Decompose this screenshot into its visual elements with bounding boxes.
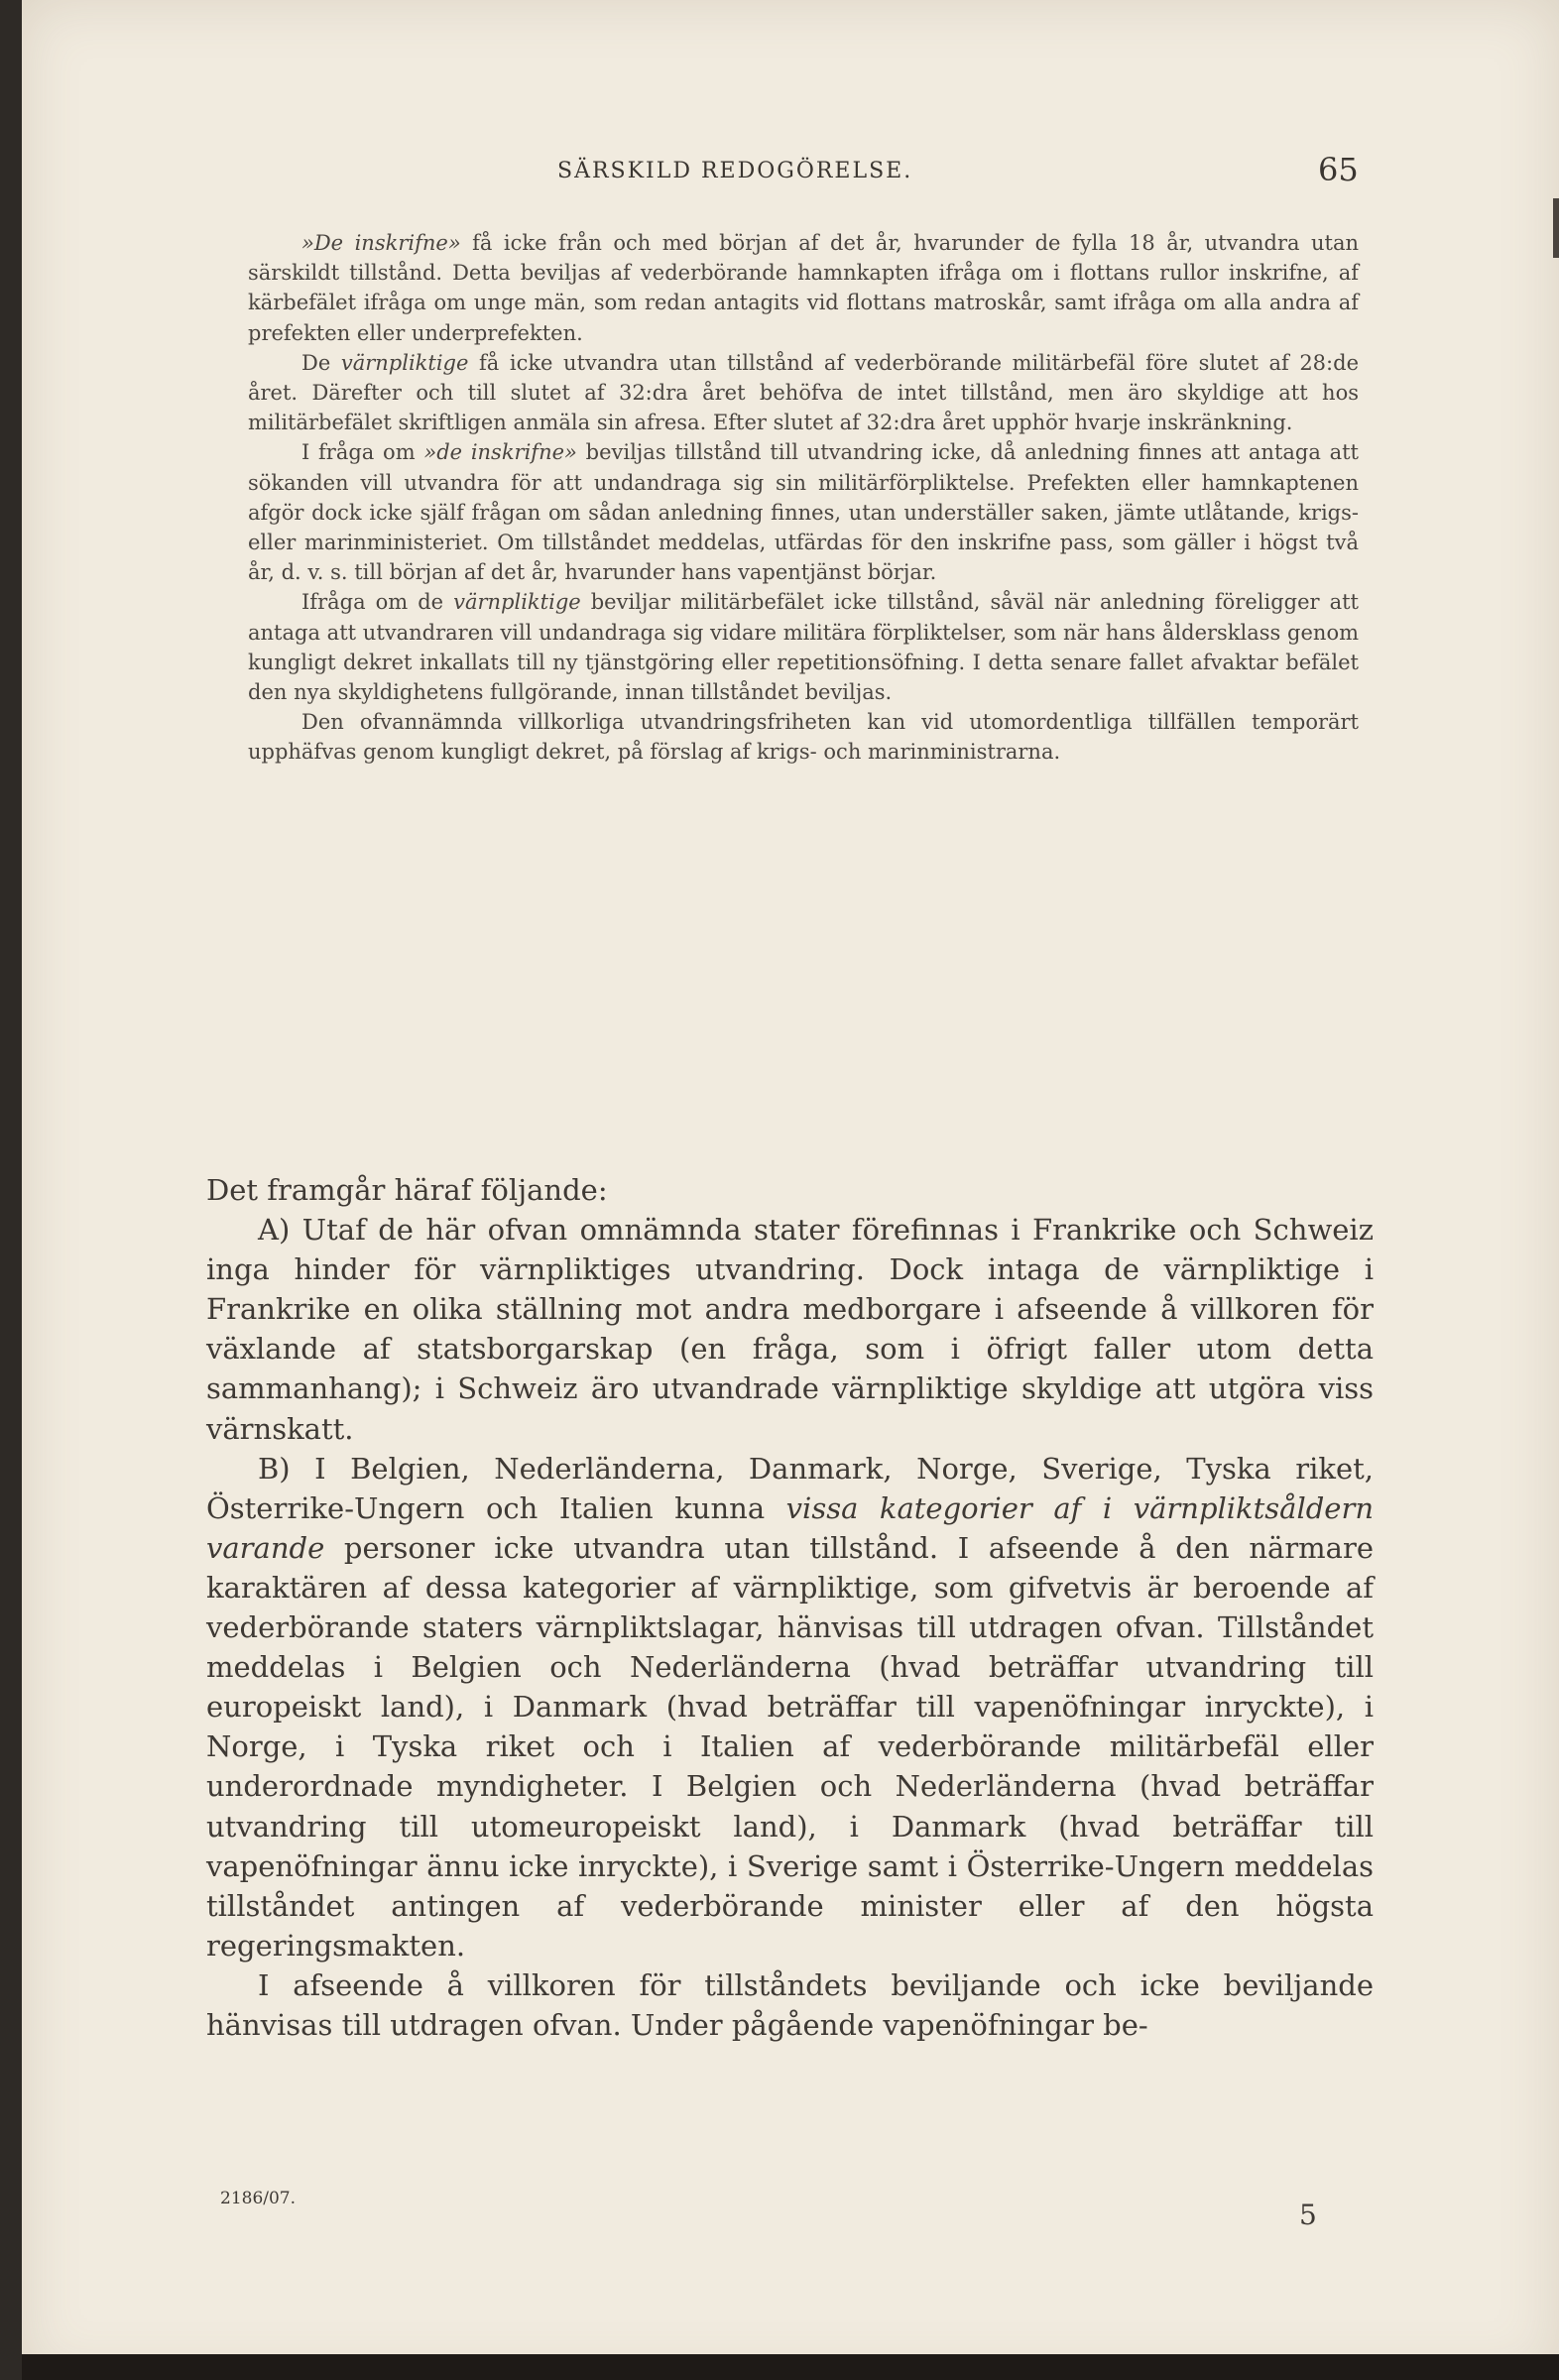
- term-varnpliktige-2: värnpliktige: [453, 590, 581, 615]
- small-print-section: [248, 228, 1359, 768]
- scan-edge-bottom: [22, 2354, 1559, 2380]
- intro-line: Det framgår häraf följande:: [206, 1173, 608, 1207]
- paragraph-tillstand-varnpliktige: Ifråga om de värnpliktige beviljar militärbefälet icke tillstånd, såväl när anledning föreligger att antaga att utvandraren vill undandraga sig vidare militära förpliktelser, som när hans åldersklass genom kungligt dekret inkallats till ny tjänstgöring eller repetitionsöfning. I detta senare fallet afvaktar befälet den nya skyldighetens fullgörande, innan tillståndet beviljas.: [248, 590, 1359, 705]
- paragraph-b: B) I Belgien, Nederländerna, Danmark, Norge, Sverige, Tyska riket, Österrike-Ungern och Italien kunna vissa kategorier af i värnpliktsåldern varande personer icke utvandra utan tillstånd. I afseende å den närmare karaktären af dessa kategorier af värnpliktige, som gifvetvis är beroende af vederbörande staters värnpliktslagar, hänvisas till utdragen ofvan. Tillståndet meddelas i Belgien och Nederländerna (hvad beträffar utvandring till europeiskt land), i Danmark (hvad beträffar till vapenöfningar inryckte), i Norge, i Tyska riket och i Italien af vederbörande militärbefäl eller underordnade myndigheter. I Belgien och Nederländerna (hvad beträffar utvandring till utomeuropeiskt land), i Danmark (hvad beträffar till vapenöfningar ännu icke inryckte), i Sverige samt i Österrike-Ungern meddelas tillståndet antingen af vederbörande minister eller af den högsta regeringsmakten.: [206, 1451, 1374, 1963]
- print-number: 2186/07.: [220, 2189, 297, 2208]
- scan-edge-left: [0, 0, 22, 2380]
- sheet-number: 5: [1299, 2199, 1317, 2231]
- term-varnpliktige: värnpliktige: [340, 350, 469, 375]
- term-de-inskrifne: »de inskrifne»: [423, 440, 577, 465]
- term-vissa-kategorier: vissa kategorier af i värnpliktsåldern varande: [206, 1490, 1374, 1565]
- paragraph-inskrifne: »De inskrifne» få icke från och med början af det år, hvarunder de fylla 18 år, utvandra utan särskildt tillstånd. Detta beviljas af vederbörande hamnkapten ifråga om i flottans rullor inskrifne, af kärbefälet ifråga om unge män, som redan antagits vid flottans matroskår, samt ifråga om alla andra af prefekten eller underprefekten.: [248, 231, 1360, 345]
- main-text-section: [206, 1170, 1374, 2045]
- running-title: SÄRSKILD REDOGÖRELSE.: [557, 159, 913, 183]
- paragraph-last: I afseende å villkoren för tillståndets beviljande och icke beviljande hänvisas till utdragen ofvan. Under pågående vapenöfningar be-: [206, 1967, 1374, 2042]
- document-page: [22, 0, 1559, 2380]
- label-a: A): [258, 1213, 291, 1248]
- paragraph-tillstand-inskrifne: I fråga om »de inskrifne» beviljas tillstånd till utvandring icke, då anledning finnes att antaga att sökanden vill utvandra för att undandraga sig sin militärförpliktelse. Prefekten eller hamnkaptenen afgör dock icke själf frågan om sådan anledning finnes, utan underställer saken, jämte utlåtande, krigs- eller marinministeriet. Om tillståndet meddelas, utfärdas för den inskrifne pass, som gäller i högst två år, d. v. s. till början af det år, hvarunder hans vapentjänst börjar.: [248, 440, 1359, 585]
- page-number: 65: [1318, 151, 1359, 188]
- scan-edge-right: [1553, 198, 1559, 258]
- paragraph-varnpliktige: De värnpliktige få icke utvandra utan tillstånd af vederbörande militärbefäl före slutet af 28:de året. Därefter och till slutet af 32:dra året behöfva de intet tillstånd, men äro skyldige att hos militärbefälet skriftligen anmäla sin afresa. Efter slutet af 32:dra året upphör hvarje inskränkning.: [248, 350, 1359, 435]
- label-b: B): [258, 1451, 291, 1486]
- paragraph-a: A) Utaf de här ofvan omnämnda stater förefinnas i Frankrike och Schweiz inga hinder för värnpliktiges utvandring. Dock intaga de värnpliktige i Frankrike en olika ställning mot andra medborgare i afseende å villkoren för växlande af statsborgarskap (en fråga, som i öfrigt faller utom detta sammanhang); i Schweiz äro utvandrade värnpliktige skyldige att utgöra viss värnskatt.: [206, 1213, 1374, 1446]
- term-inskrifne: »De inskrifne»: [301, 231, 461, 255]
- paragraph-villkorliga: Den ofvannämnda villkorliga utvandringsfriheten kan vid utomordentliga tillfällen temporärt upphäfvas genom kungligt dekret, på förslag af krigs- och marinministrarna.: [248, 710, 1359, 765]
